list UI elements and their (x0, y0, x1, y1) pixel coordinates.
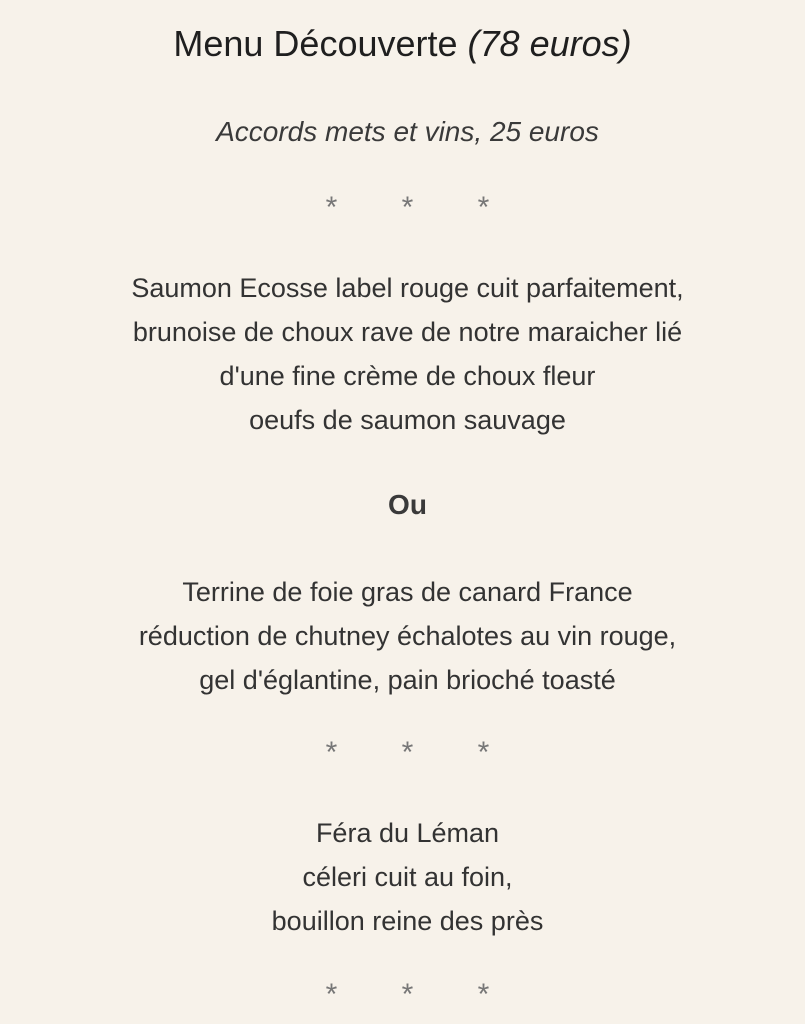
menu-title-text: Menu Découverte (173, 23, 458, 64)
course-2-line: bouillon reine des près (271, 906, 544, 936)
course-1-alt-line: Terrine de foie gras de canard France (182, 577, 633, 607)
menu-title (0, 18, 805, 70)
course-2-line: céleri cuit au foin, (302, 862, 513, 892)
course-1-alt-line: gel d'églantine, pain brioché toasté (199, 665, 616, 695)
or-label: Ou (388, 489, 427, 520)
course-1-alternative-description (0, 570, 805, 702)
course-1-alt-line: réduction de chutney échalotes au vin rouge, (138, 621, 677, 651)
course-1-line: oeufs de saumon sauvage (249, 405, 566, 435)
wine-pairing-note: Accords mets et vins, 25 euros (216, 116, 599, 147)
separator-1: * * * (325, 191, 518, 224)
course-2-line: Féra du Léman (315, 818, 500, 848)
separator-2: * * * (325, 736, 518, 769)
course-1-line: Saumon Ecosse label rouge cuit parfaitement, (131, 273, 684, 303)
separator-3: * * * (325, 978, 518, 1011)
course-1-line: d'une fine crème de choux fleur (219, 361, 596, 391)
course-1-description (0, 266, 805, 442)
course-2-description (0, 811, 805, 943)
menu-price: (78 euros) (467, 23, 632, 64)
course-1-line: brunoise de choux rave de notre maraicher lié (132, 317, 683, 347)
